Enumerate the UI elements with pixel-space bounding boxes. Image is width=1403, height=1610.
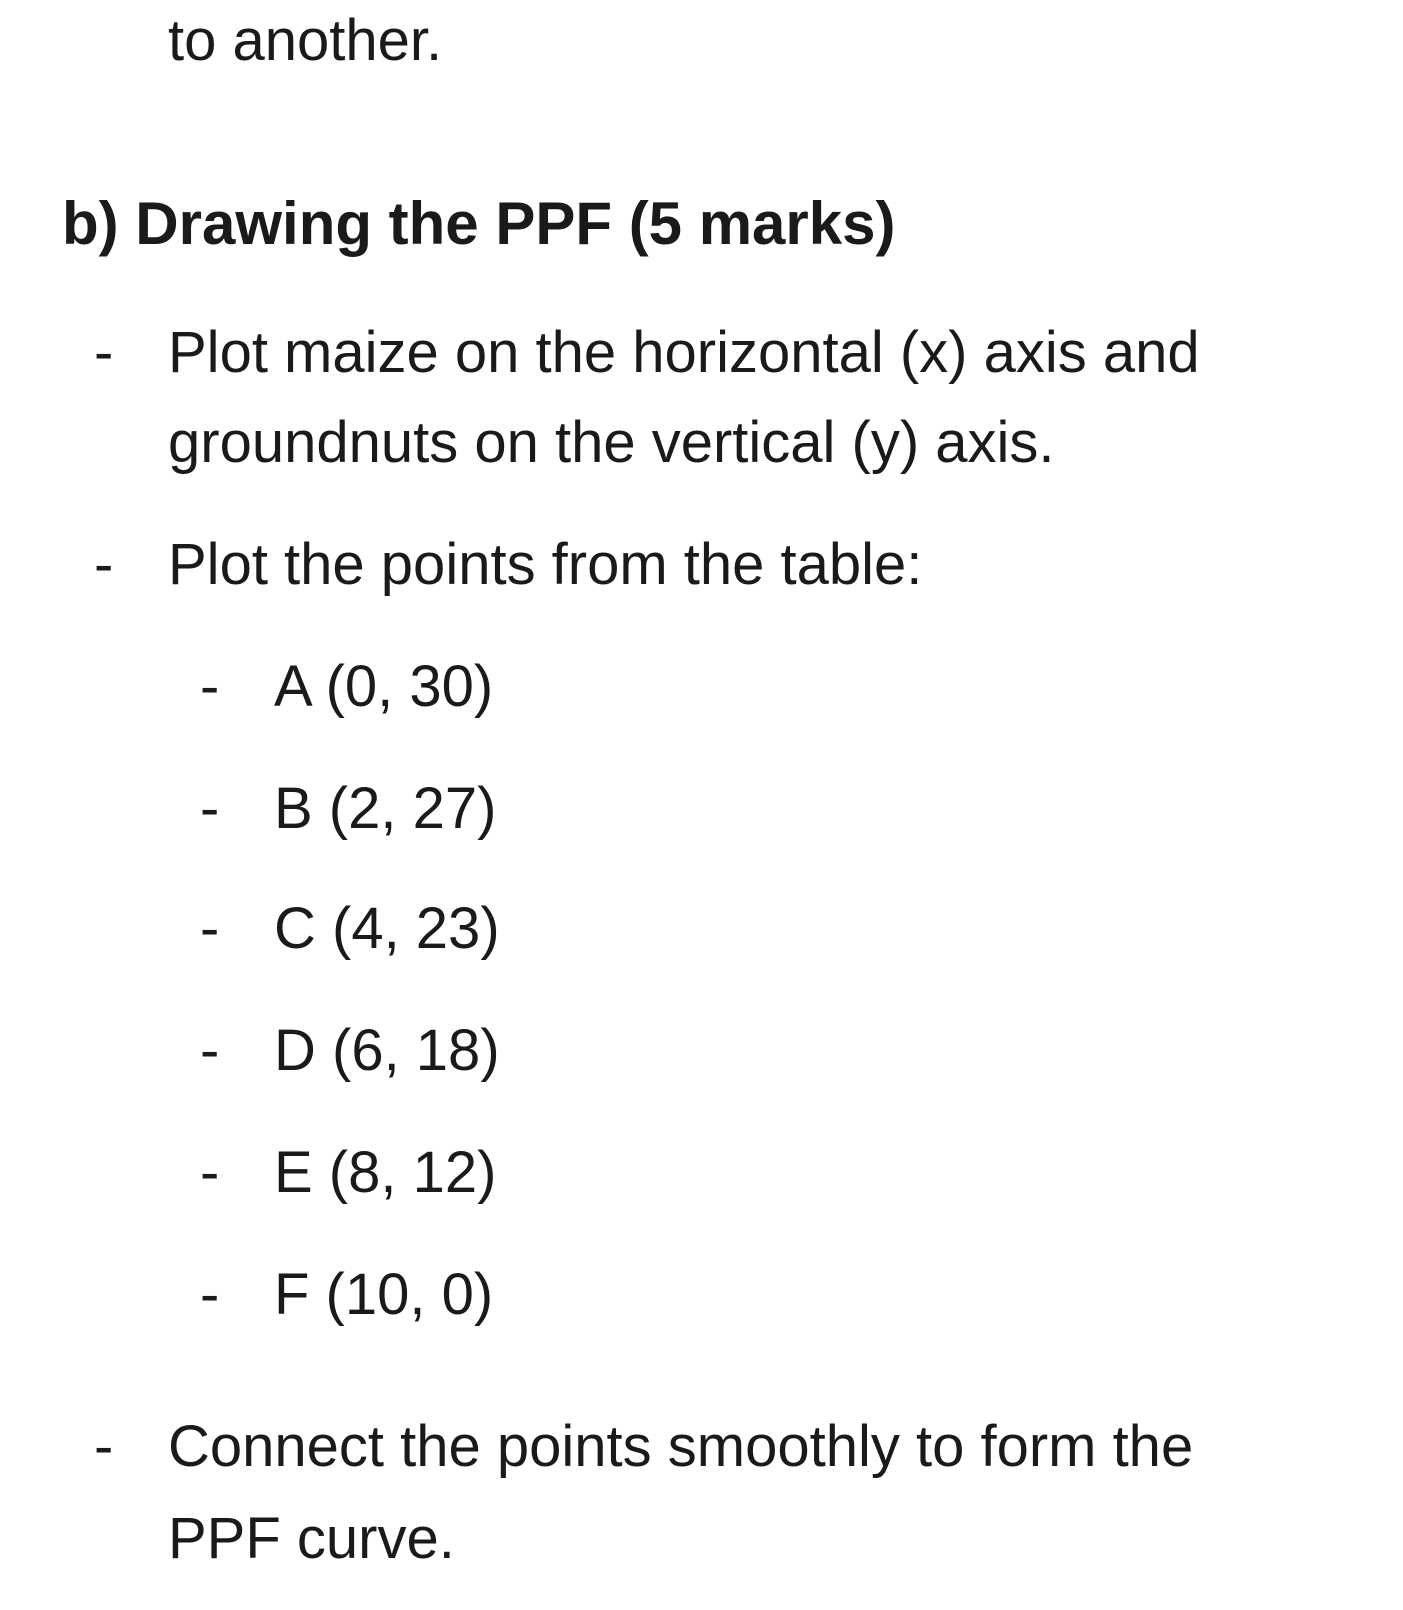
intro-continuation-text: to another. (168, 8, 443, 73)
axes-instruction-line-2: groundnuts on the vertical (y) axis. (168, 410, 1055, 475)
bullet-marker: - (94, 320, 114, 385)
connect-instruction-line-1: Connect the points smoothly to form the (168, 1414, 1194, 1479)
point-d: D (6, 18) (274, 1018, 500, 1083)
point-e: E (8, 12) (274, 1140, 497, 1205)
bullet-marker: - (94, 1414, 114, 1479)
sub-bullet-marker: - (200, 1140, 220, 1205)
connect-instruction-line-2: PPF curve. (168, 1506, 455, 1571)
plot-points-instruction: Plot the points from the table: (168, 532, 923, 597)
point-b: B (2, 27) (274, 776, 497, 841)
point-a: A (0, 30) (274, 654, 494, 719)
sub-bullet-marker: - (200, 1018, 220, 1083)
point-c: C (4, 23) (274, 896, 500, 961)
sub-bullet-marker: - (200, 1262, 220, 1327)
sub-bullet-marker: - (200, 896, 220, 961)
bullet-marker: - (94, 532, 114, 597)
point-f: F (10, 0) (274, 1262, 494, 1327)
axes-instruction-line-1: Plot maize on the horizontal (x) axis and (168, 320, 1200, 385)
sub-bullet-marker: - (200, 654, 220, 719)
section-heading: b) Drawing the PPF (5 marks) (62, 190, 896, 257)
sub-bullet-marker: - (200, 776, 220, 841)
